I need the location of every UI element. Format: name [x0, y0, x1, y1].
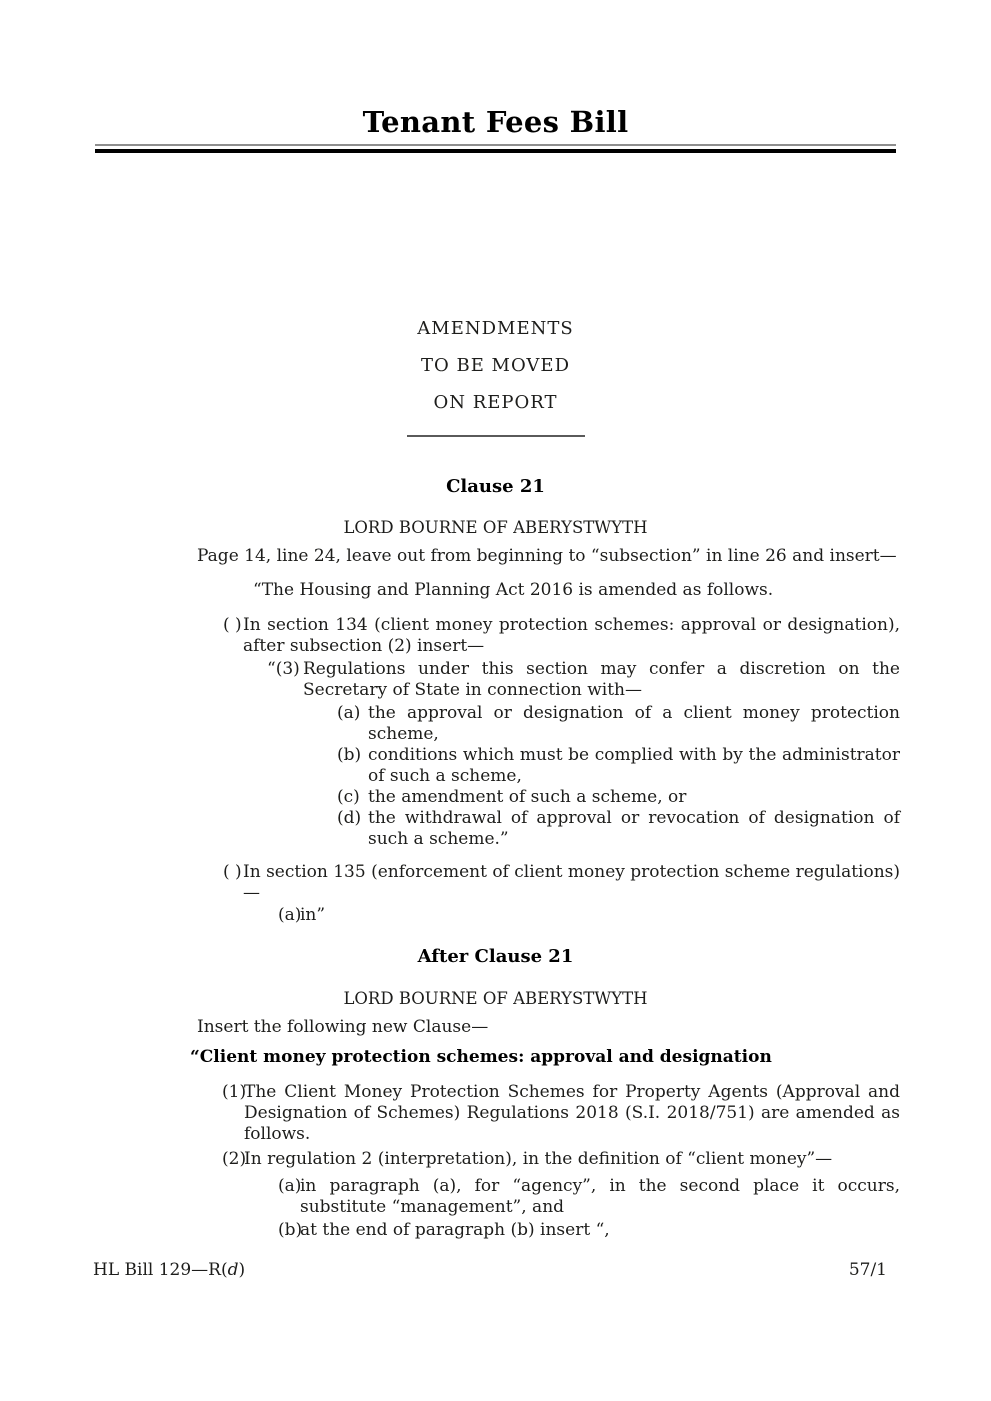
clause-21-instruction: Page 14, line 24, leave out from beginning to “subsection” in line 26 and insert— [197, 546, 897, 566]
preamble-line-amendments: AMENDMENTS [417, 318, 574, 339]
subsection-2-paragraph-a [278, 1176, 900, 1218]
new-clause-title: “Client money protection schemes: approval and designation [190, 1047, 772, 1067]
sub-paragraph-marker: (b) [337, 745, 362, 765]
after-clause-21-instruction: Insert the following new Clause— [197, 1017, 489, 1037]
sub-paragraph-text: conditions which must be complied with by the administrator of such a scheme, [368, 745, 900, 786]
sub-paragraph-marker: (d) [337, 808, 362, 828]
amendment-item-text: In section 134 (client money protection schemes: approval or designation), after subsection (2) insert— [243, 615, 900, 656]
after-clause-21-sponsor: LORD BOURNE OF ABERYSTWYTH [343, 989, 648, 1008]
sub-paragraph-a [337, 703, 900, 745]
title-divider-thick-rule [95, 149, 896, 153]
bill-reference-prefix: HL Bill 129—R( [93, 1260, 228, 1280]
sub-paragraph-marker: (b) [278, 1220, 303, 1240]
bill-reference [93, 1260, 245, 1281]
subsection-text: In regulation 2 (interpretation), in the definition of “client money”— [244, 1149, 833, 1169]
amendment-item-text: In section 135 (enforcement of client money protection scheme regulations)— [243, 862, 901, 903]
sub-paragraph-marker: (a) [278, 1176, 302, 1196]
sub-paragraph-marker: (a) [278, 905, 302, 925]
subsection-2-paragraph-b [278, 1220, 900, 1241]
amendment-item-section-134 [223, 615, 900, 657]
sub-paragraph-text: the withdrawal of approval or revocation of designation of such a scheme.” [368, 808, 900, 849]
subsection-marker: (1) [222, 1082, 247, 1102]
clause-21-quote-intro: “The Housing and Planning Act 2016 is amended as follows. [253, 580, 774, 600]
preamble-line-on-report: ON REPORT [433, 392, 558, 413]
clause-21-sponsor: LORD BOURNE OF ABERYSTWYTH [343, 518, 648, 537]
page-title: Tenant Fees Bill [362, 105, 629, 139]
sub-paragraph-text: the approval or designation of a client money protection scheme, [368, 703, 900, 744]
sub-paragraph-text: in paragraph (a), for “agency”, in the second place it occurs, substitute “management”, and [300, 1176, 900, 1217]
preamble-block [0, 310, 991, 421]
after-clause-21-heading: After Clause 21 [417, 946, 574, 967]
clause-21-heading: Clause 21 [446, 476, 545, 497]
title-divider-thin-rule [95, 144, 896, 146]
sub-paragraph-text: in” [300, 905, 326, 925]
subsection-text: The Client Money Protection Schemes for Property Agents (Approval and Designation of Schemes) Regulations 2018 (S.I. 2018/751) are amended as follows. [244, 1082, 900, 1144]
sub-paragraph-marker: (c) [337, 787, 360, 807]
new-clause-subsection-1 [222, 1082, 900, 1145]
sub-paragraph-d [337, 808, 900, 850]
bill-reference-italic: d [227, 1260, 239, 1280]
amendment-item-marker: ( ) [223, 615, 242, 635]
preamble-line-to-be-moved: TO BE MOVED [420, 355, 570, 376]
sub-paragraph-marker: (a) [337, 703, 361, 723]
inserted-subsection-text: Regulations under this section may confer a discretion on the Secretary of State in connection with— [303, 659, 900, 700]
sub-paragraph-b [337, 745, 900, 787]
amendment-item-marker: ( ) [223, 862, 242, 882]
section-divider-rule [407, 435, 585, 437]
title-divider [95, 144, 896, 153]
new-clause-subsection-2 [222, 1149, 900, 1170]
sub-paragraph-a-in [278, 905, 900, 926]
inserted-subsection-3 [267, 659, 900, 701]
amendment-item-section-135 [223, 862, 901, 904]
bill-reference-suffix: ) [238, 1260, 246, 1280]
sub-paragraph-text: the amendment of such a scheme, or [368, 787, 687, 807]
subsection-marker: (2) [222, 1149, 247, 1169]
inserted-subsection-marker: “(3) [267, 659, 300, 679]
sub-paragraph-text: at the end of paragraph (b) insert “, [300, 1220, 610, 1240]
sub-paragraph-c [337, 787, 900, 808]
running-number: 57/1 [848, 1260, 887, 1280]
page-footer [93, 1260, 887, 1281]
